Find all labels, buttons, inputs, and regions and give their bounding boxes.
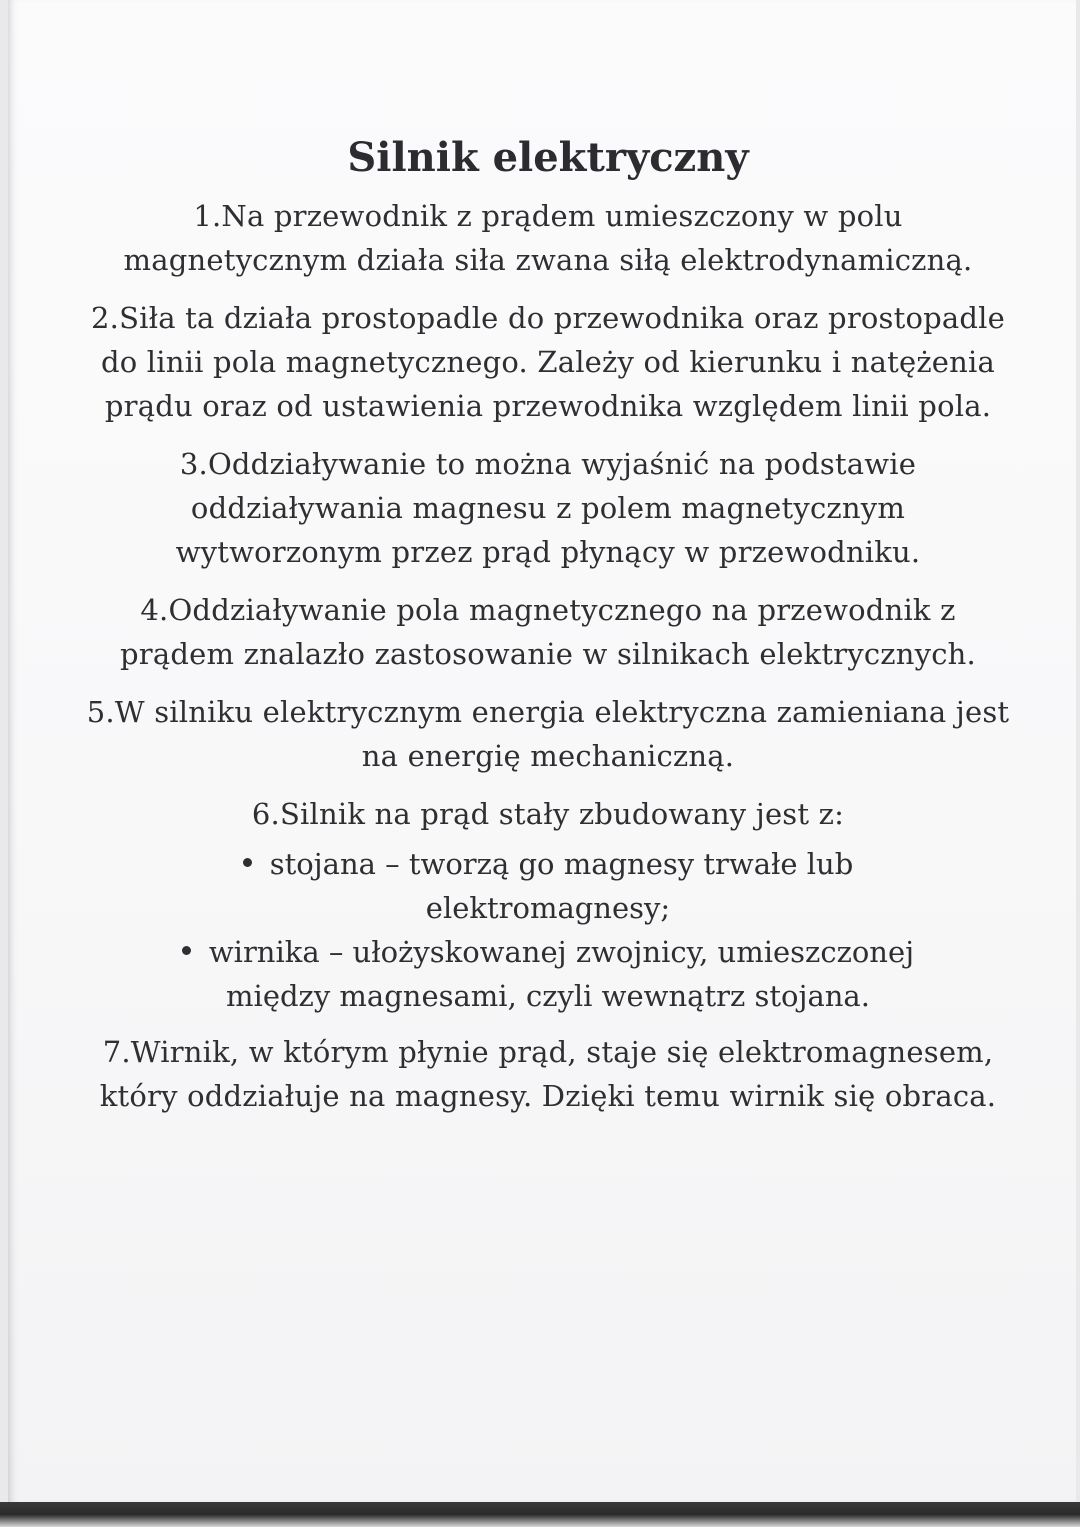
desk-edge xyxy=(0,1502,1080,1527)
paragraph-line: 5.W silniku elektrycznym energia elektryczna zamieniana jest xyxy=(86,695,1010,729)
bullet-line xyxy=(68,842,1028,886)
bullet-icon xyxy=(182,946,191,955)
document-title: Silnik elektryczny xyxy=(347,134,749,181)
paragraph-line: 7.Wirnik, w którym płynie prąd, staje się elektromagnesem, xyxy=(102,1035,994,1069)
list-item-stator xyxy=(68,842,1028,930)
bullet-text: stojana – tworzą go magnesy trwałe lub xyxy=(269,847,854,881)
bullet-icon xyxy=(243,858,252,867)
bullet-line: elektromagnesy; xyxy=(425,891,671,925)
paragraph-line: prądu oraz od ustawienia przewodnika względem linii pola. xyxy=(104,389,992,423)
list-item-rotor xyxy=(68,930,1028,1018)
paragraph-2 xyxy=(68,296,1028,428)
paragraph-line: do linii pola magnetycznego. Zależy od kierunku i natężenia xyxy=(100,345,996,379)
paragraph-line: który oddziałuje na magnesy. Dzięki temu wirnik się obraca. xyxy=(99,1079,997,1113)
paragraph-6 xyxy=(68,792,1028,836)
paper-sheet xyxy=(8,0,1076,1502)
bullet-line xyxy=(68,930,1028,974)
paragraph-1 xyxy=(68,194,1028,282)
paragraph-line: 4.Oddziaływanie pola magnetycznego na przewodnik z xyxy=(140,593,956,627)
paragraph-5 xyxy=(68,690,1028,778)
paragraph-line: 6.Silnik na prąd stały zbudowany jest z: xyxy=(251,797,845,831)
paragraph-line: na energię mechaniczną. xyxy=(361,739,735,773)
paragraph-line: wytworzonym przez prąd płynący w przewodniku. xyxy=(175,535,921,569)
paragraph-7 xyxy=(68,1030,1028,1118)
paragraph-3 xyxy=(68,442,1028,574)
paragraph-line: oddziaływania magnesu z polem magnetycznym xyxy=(190,491,906,525)
paragraph-line: 2.Siła ta działa prostopadle do przewodnika oraz prostopadle xyxy=(91,301,1005,335)
paragraph-line: prądem znalazło zastosowanie w silnikach elektrycznych. xyxy=(120,637,976,671)
motor-parts-list xyxy=(68,842,1028,1018)
bullet-line: między magnesami, czyli wewnątrz stojana. xyxy=(226,979,870,1013)
bullet-text: wirnika – ułożyskowanej zwojnicy, umieszczonej xyxy=(208,935,915,969)
paragraph-4 xyxy=(68,588,1028,676)
paragraph-line: magnetycznym działa siła zwana siłą elektrodynamiczną. xyxy=(123,243,973,277)
document-content xyxy=(68,130,1028,1132)
paragraph-line: 1.Na przewodnik z prądem umieszczony w polu xyxy=(193,199,903,233)
paragraph-line: 3.Oddziaływanie to można wyjaśnić na podstawie xyxy=(179,447,917,481)
